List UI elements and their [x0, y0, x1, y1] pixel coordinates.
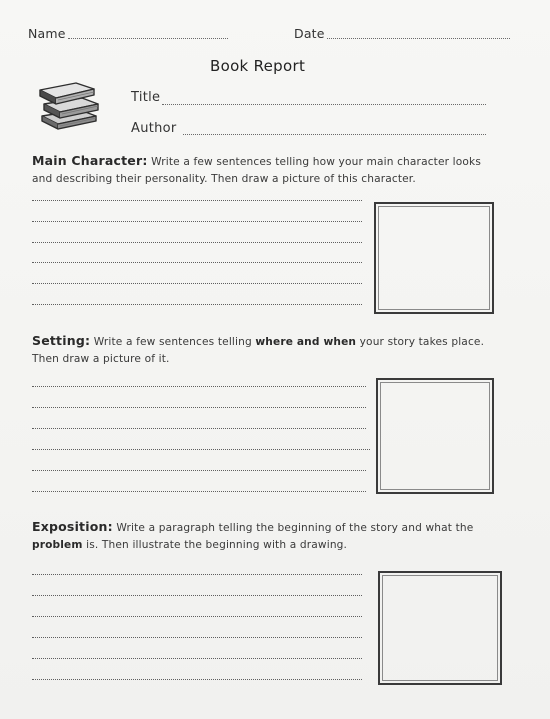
- setting-heading: Setting:: [32, 333, 91, 348]
- exposition-line-1[interactable]: [32, 574, 362, 575]
- date-label: Date: [294, 26, 325, 41]
- main-character-text-2: and describing their personality. Then draw a picture of this character.: [32, 173, 416, 185]
- setting-instructions: [32, 332, 502, 368]
- setting-line-2[interactable]: [32, 407, 366, 408]
- setting-text-2: Then draw a picture of it.: [32, 353, 170, 365]
- setting-line-3[interactable]: [32, 428, 366, 429]
- author-line[interactable]: [183, 134, 486, 135]
- exposition-line-3[interactable]: [32, 616, 362, 617]
- setting-text-post: your story takes place.: [359, 336, 485, 348]
- exposition-line-2[interactable]: [32, 595, 362, 596]
- main-character-line-3[interactable]: [32, 242, 362, 243]
- main-character-line-1[interactable]: [32, 200, 362, 201]
- exposition-drawing-box[interactable]: [378, 571, 502, 685]
- author-label: Author: [131, 121, 177, 136]
- name-label: Name: [28, 26, 66, 41]
- exposition-line-6[interactable]: [32, 679, 362, 680]
- main-character-drawing-box[interactable]: [374, 202, 494, 314]
- page-title: Book Report: [210, 57, 306, 75]
- setting-text-pre: Write a few sentences telling: [93, 336, 252, 348]
- exposition-instructions: [32, 518, 502, 554]
- main-character-line-4[interactable]: [32, 262, 362, 263]
- exposition-text-2: is. Then illustrate the beginning with a drawing.: [86, 539, 348, 551]
- exposition-heading: Exposition:: [32, 519, 113, 534]
- setting-line-1[interactable]: [32, 386, 366, 387]
- books-stack-icon: [36, 74, 102, 132]
- name-line[interactable]: [68, 38, 228, 39]
- setting-line-5[interactable]: [32, 470, 366, 471]
- setting-line-6[interactable]: [32, 491, 366, 492]
- exposition-text-1: Write a paragraph telling the beginning of the story and what the: [116, 522, 474, 534]
- setting-drawing-box[interactable]: [376, 378, 494, 494]
- exposition-line-4[interactable]: [32, 637, 362, 638]
- title-line[interactable]: [162, 104, 486, 105]
- exposition-line-5[interactable]: [32, 658, 362, 659]
- main-character-line-5[interactable]: [32, 283, 362, 284]
- main-character-heading: Main Character:: [32, 153, 148, 168]
- setting-text-bold: where and when: [255, 336, 357, 348]
- exposition-text-bold: problem: [32, 539, 83, 551]
- setting-line-4[interactable]: [32, 449, 370, 450]
- main-character-text-1: Write a few sentences telling how your main character looks: [151, 156, 481, 168]
- main-character-line-6[interactable]: [32, 304, 362, 305]
- date-line[interactable]: [327, 38, 510, 39]
- main-character-line-2[interactable]: [32, 221, 362, 222]
- title-label: Title: [131, 90, 161, 105]
- main-character-instructions: [32, 152, 502, 188]
